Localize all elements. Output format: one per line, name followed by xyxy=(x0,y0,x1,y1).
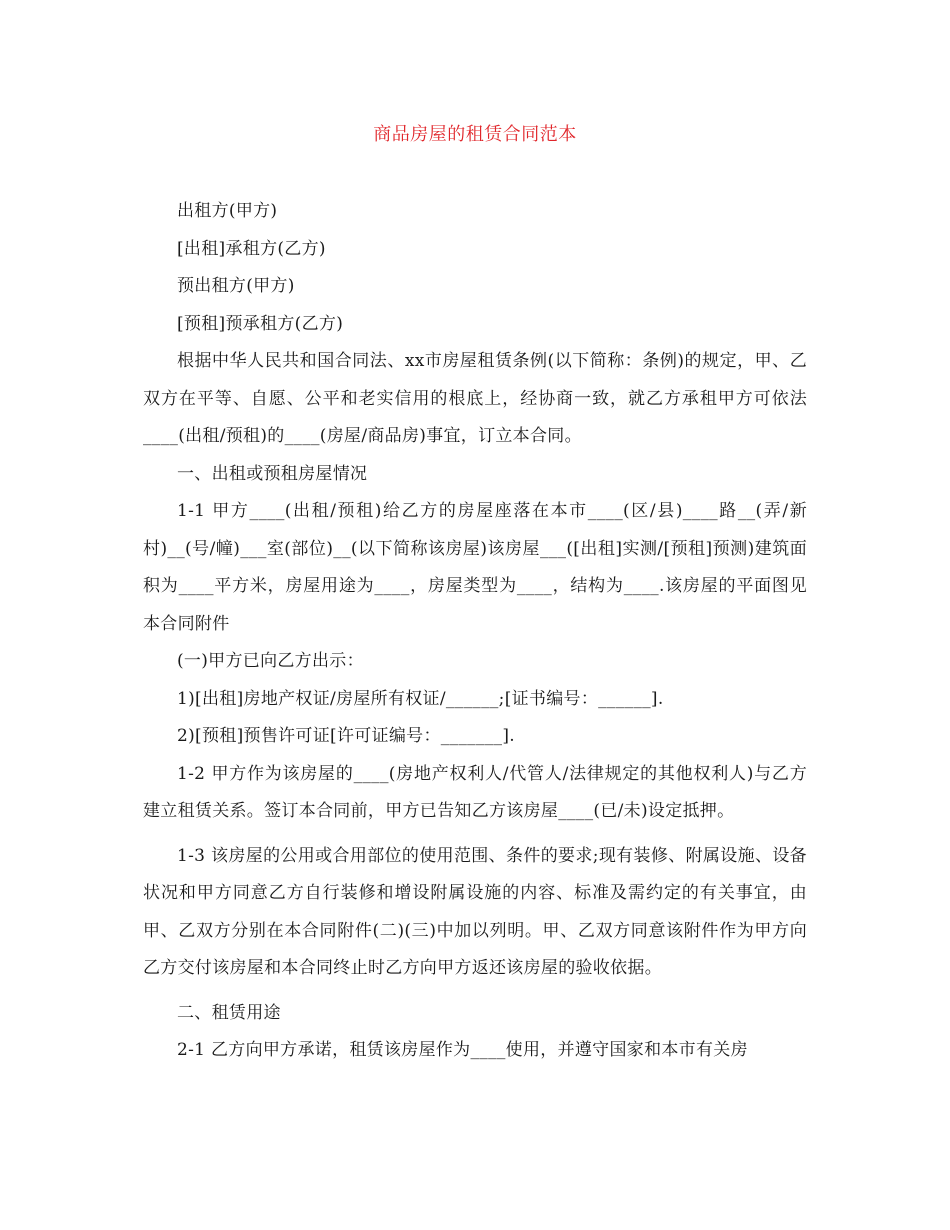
paragraph-pre-lessor: 预出租方(甲方) xyxy=(177,276,295,296)
list-item-1: 1)[出租]房地产权证/房屋所有权证/______;[证书编号：______]. xyxy=(177,688,664,709)
clause-1-2: 1-2 甲方作为该房屋的____(房地产权利人/代管人/法律规定的其他权利人)与乙方建立租赁关系。签订本合同前，甲方已告知乙方该房屋____(已/未)设定抵押。 xyxy=(143,763,807,821)
paragraph-preamble: 根据中华人民共和国合同法、xx市房屋租赁条例(以下简称：条例)的规定，甲、乙双方在平等、自愿、公平和老实信用的根底上，经协商一致，就乙方承租甲方可依法____(出租/预租)的____(房屋/商品房)事宜，订立本合同。 xyxy=(143,351,807,446)
document-body xyxy=(143,193,807,1070)
clause-1-1: 1-1 甲方____(出租/预租)给乙方的房屋座落在本市____(区/县)____路__(弄/新村)__(号/幢)___室(部位)__(以下简称该房屋)该房屋___([出租]实测/[预租]预测)建筑面积为____平方米，房屋用途为____，房屋类型为____，结构为____.该房屋的平面图见本合同附件 xyxy=(143,501,807,634)
paragraph-pre-lessee: [预租]预承租方(乙方) xyxy=(177,313,344,334)
sub-heading-1: (一)甲方已向乙方出示： xyxy=(177,651,364,671)
clause-2-1: 2-1 乙方向甲方承诺，租赁该房屋作为____使用，并遵守国家和本市有关房 xyxy=(177,1040,748,1060)
section-heading-1: 一、出租或预租房屋情况 xyxy=(177,463,368,484)
paragraph-lessee: [出租]承租方(乙方) xyxy=(177,238,326,259)
clause-1-3: 1-3 该房屋的公用或合用部位的使用范围、条件的要求;现有装修、附属设施、设备状况和甲方同意乙方自行装修和增设附属设施的内容、标准及需约定的有关事宜，由甲、乙双方分别在本合同附件(二)(三)中加以列明。甲、乙双方同意该附件作为甲方向乙方交付该房屋和本合同终止时乙方向甲方返还该房屋的验收依据。 xyxy=(143,845,807,978)
paragraph-lessor: 出租方(甲方) xyxy=(177,201,278,221)
list-item-2: 2)[预租]预售许可证[许可证编号：_______]. xyxy=(177,726,515,746)
document-title: 商品房屋的租赁合同范本 xyxy=(373,124,577,145)
section-heading-2: 二、租赁用途 xyxy=(177,1002,281,1023)
